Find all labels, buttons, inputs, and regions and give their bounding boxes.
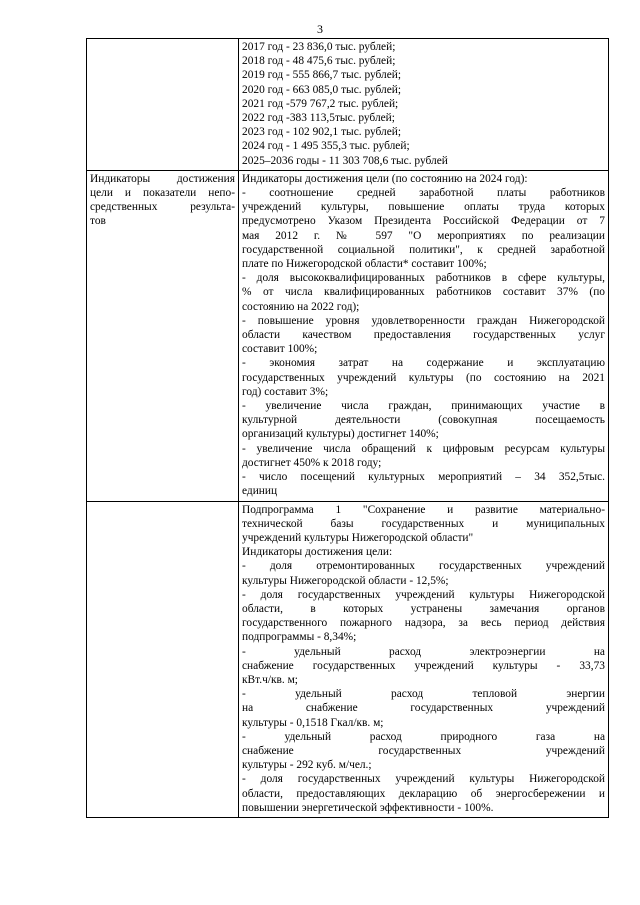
financing-year-line: 2025–2036 годы - 11 303 708,6 тыс. рублей [242,154,448,167]
table-row-financing [87,39,609,171]
subprogram-line: учреждений культуры Нижегородской области" [242,531,474,544]
financing-years-list [242,40,605,168]
subprogram-line: повышении энергетической эффективности - 100%. [242,801,494,814]
subprogram-line: Подпрограмма 1 "Сохранение и развитие материально- [242,503,605,516]
indicator-line: - экономия затрат на содержание и эксплуатацию [242,357,605,370]
indicator-line: области качеством предоставления государственных услуг [242,329,605,342]
indicator-line: мая 2012 г. № 597 "О мероприятиях по реализации [242,229,605,242]
subprogram-line: области, предоставляющих декларацию об энергосбережении и [242,787,605,800]
indicators-cell [239,170,609,501]
financing-year-line: 2021 год -579 767,2 тыс. рублей; [242,97,399,110]
indicator-line: Индикаторы достижения цели (по состоянию на 2024 год): [242,172,528,185]
indicator-line: государственных учреждений культуры (по состоянию на 2021 [242,371,605,384]
subprogram-line: - доля отремонтированных государственных учреждений [242,560,605,573]
subprogram-line: технической базы государственных и муниципальных [242,517,605,530]
indicator-line: - повышение уровня удовлетворенности граждан Нижегородской [242,314,605,327]
subprogram-line: культуры Нижегородской области - 12,5%; [242,574,449,587]
financing-year-line: 2019 год - 555 866,7 тыс. рублей; [242,69,402,82]
subprogram-line: снабжение государственных учреждений культуры - 33,73 [242,659,605,672]
indicators-label-line: тов [90,215,106,228]
indicator-line: - увеличение числа граждан, принимающих участие в [242,400,605,413]
subprogram-line: культуры - 292 куб. м/чел.; [242,759,372,772]
indicators-list [242,172,605,499]
indicator-line: состоянию на 2022 год); [242,300,360,313]
indicators-label-line: Индикаторы достижения [90,172,235,185]
subprogram-line: - удельный расход природного газа на [242,730,605,743]
indicator-line: - увеличение числа обращений к цифровым ресурсам культуры [242,442,605,455]
financing-by-year-cell [239,39,609,171]
indicator-line: - число посещений культурных мероприятий – 34 352,5тыс. [242,471,605,484]
row-label-cell [87,39,239,171]
page-number: 3 [317,22,323,36]
financing-year-line: 2018 год - 48 475,6 тыс. рублей; [242,55,396,68]
indicator-line: культурной деятельности (совокупная посещаемость [242,414,605,427]
subprogram-line: - удельный расход тепловой энергии [242,688,605,701]
subprogram-1-cell [239,501,609,817]
indicator-line: плате по Нижегородской области* составит 100%; [242,258,487,271]
financing-year-line: 2022 год -383 113,5тыс. рублей; [242,112,395,125]
row-label-cell [87,170,239,501]
row-label-cell [87,501,239,817]
subprogram-line: снабжение государственных учреждений [242,744,605,757]
subprogram-line: государственного пожарного надзора, за весь период действия [242,617,605,630]
financing-year-line: 2024 год - 1 495 355,3 тыс. рублей; [242,140,410,153]
table-row-subprogram-1 [87,501,609,817]
indicator-line: учреждений культуры, повышение оплаты труда которых [242,201,605,214]
subprogram-line: - доля государственных учреждений культуры Нижегородской [242,773,605,786]
subprogram-line: Индикаторы достижения цели: [242,546,393,559]
subprogram-line: подпрограммы - 8,34%; [242,631,357,644]
financing-year-line: 2020 год - 663 085,0 тыс. рублей; [242,83,402,96]
indicator-line: достигнет 450% к 2018 году; [242,456,382,469]
indicator-line: год) составит 3%; [242,385,329,398]
subprogram-line: области, в которых устранены замечания органов [242,602,605,615]
indicator-line: государственной социальной политики", к средней заработной [242,243,605,256]
indicator-line: единиц [242,485,278,498]
indicators-label-line: цели и показатели непо- [90,187,235,200]
passport-table [86,38,609,818]
indicators-label-line: средственных результа- [90,201,235,214]
indicator-line: организаций культуры) достигнет 140%; [242,428,439,441]
financing-year-line: 2017 год - 23 836,0 тыс. рублей; [242,41,396,53]
indicator-line: составит 100%; [242,343,318,356]
subprogram-line: на снабжение государственных учреждений [242,702,605,715]
financing-year-line: 2023 год - 102 902,1 тыс. рублей; [242,126,402,139]
subprogram-line: - удельный расход электроэнергии на [242,645,605,658]
table-row-indicators [87,170,609,501]
indicator-line: - доля высококвалифицированных работников в сфере культуры, [242,272,605,285]
indicator-line: - соотношение средней заработной платы работников [242,187,605,200]
subprogram-line: кВт.ч/кв. м; [242,673,298,686]
indicators-label [90,172,235,229]
indicator-line: % от числа квалифицированных работников составит 37% (по [242,286,605,299]
subprogram-1-list [242,503,605,815]
indicator-line: предусмотрено Указом Президента Российской Федерации от 7 [242,215,605,228]
subprogram-line: культуры - 0,1518 Гкал/кв. м; [242,716,384,729]
subprogram-line: - доля государственных учреждений культуры Нижегородской [242,588,605,601]
